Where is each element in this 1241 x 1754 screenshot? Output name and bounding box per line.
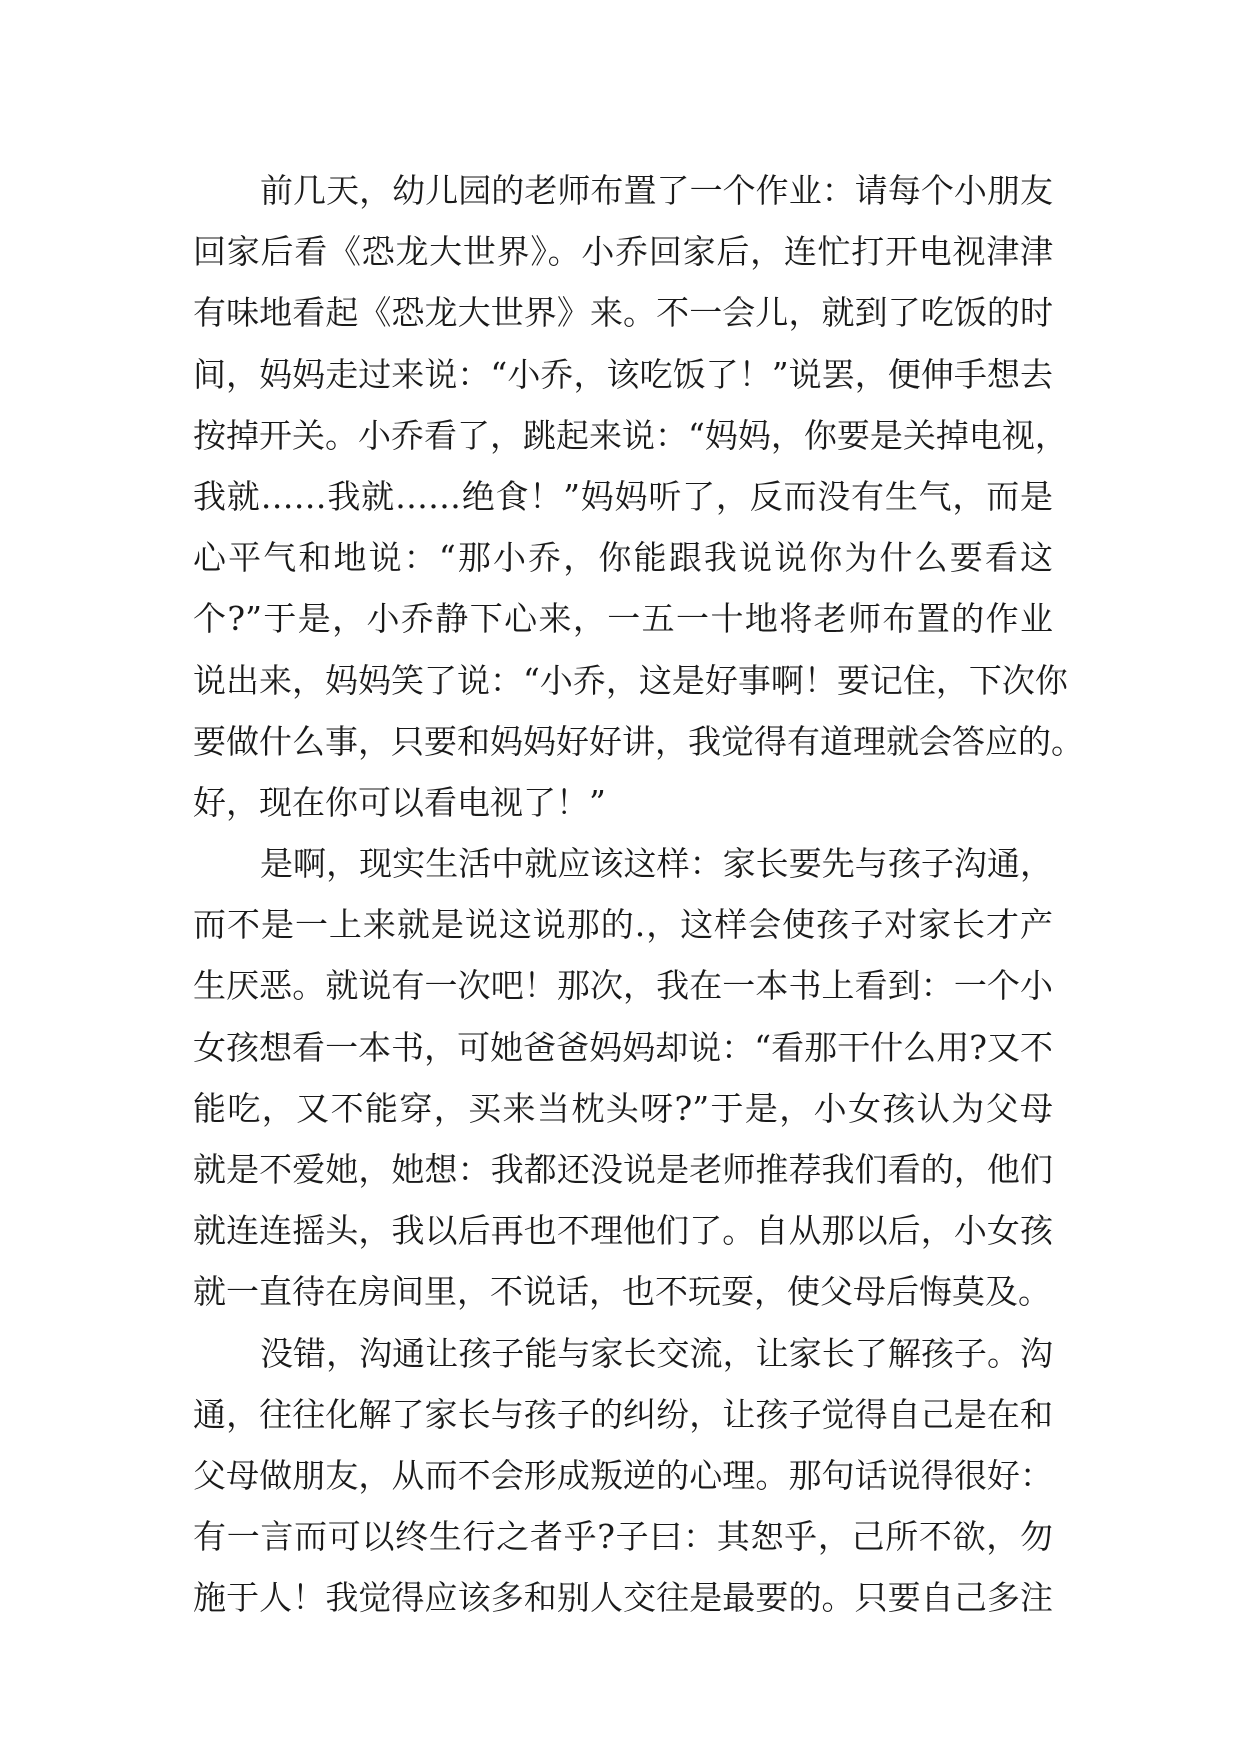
paragraph-2-line-5: 能吃，又不能穿，买来当枕头呀?”于是，小女孩认为父母 bbox=[193, 1088, 1053, 1128]
paragraph-2-line-7: 就连连摇头，我以后再也不理他们了。自从那以后，小女孩 bbox=[193, 1211, 1053, 1251]
paragraph-3-line-5: 施于人！我觉得应该多和别人交往是最要的。只要自己多注 bbox=[193, 1578, 1053, 1618]
paragraph-1-line-10: 要做什么事，只要和妈妈好好讲，我觉得有道理就会答应的。 bbox=[193, 721, 1084, 761]
paragraph-1-line-6: 我就……我就……绝食！”妈妈听了，反而没有生气，而是 bbox=[193, 476, 1053, 516]
paragraph-3-line-1: 没错，沟通让孩子能与家长交流，让家长了解孩子。沟 bbox=[260, 1333, 1053, 1373]
document-body bbox=[193, 160, 1084, 1629]
paragraph-1-line-11: 好，现在你可以看电视了！” bbox=[193, 782, 606, 822]
paragraph-2-line-2: 而不是一上来就是说这说那的.，这样会使孩子对家长才产 bbox=[193, 905, 1053, 945]
paragraph-1-line-3: 有味地看起《恐龙大世界》来。不一会儿，就到了吃饭的时 bbox=[193, 293, 1053, 333]
paragraph-3-line-3: 父母做朋友，从而不会形成叛逆的心理。那句话说得很好： bbox=[193, 1455, 1053, 1495]
paragraph-1-line-8: 个?”于是，小乔静下心来，一五一十地将老师布置的作业 bbox=[193, 599, 1053, 639]
paragraph-1-line-4: 间，妈妈走过来说：“小乔，该吃饭了！”说罢，便伸手想去 bbox=[193, 354, 1053, 394]
paragraph-3-line-2: 通，往往化解了家长与孩子的纠纷，让孩子觉得自己是在和 bbox=[193, 1394, 1053, 1434]
paragraph-2-line-6: 就是不爱她，她想：我都还没说是老师推荐我们看的，他们 bbox=[193, 1150, 1053, 1189]
paragraph-2-line-3: 生厌恶。就说有一次吧！那次，我在一本书上看到：一个小 bbox=[193, 966, 1053, 1006]
paragraph-1-line-7: 心平气和地说：“那小乔，你能跟我说说你为什么要看这 bbox=[193, 538, 1053, 578]
paragraph-3-line-4: 有一言而可以终生行之者乎?子曰：其恕乎，己所不欲，勿 bbox=[193, 1517, 1053, 1557]
paragraph-1-line-2: 回家后看《恐龙大世界》。小乔回家后，连忙打开电视津津 bbox=[193, 232, 1053, 272]
paragraph-2-line-1: 是啊，现实生活中就应该这样：家长要先与孩子沟通， bbox=[260, 844, 1053, 884]
paragraph-2-line-4: 女孩想看一本书，可她爸爸妈妈却说：“看那干什么用?又不 bbox=[193, 1027, 1053, 1067]
paragraph-2-line-8: 就一直待在房间里，不说话，也不玩耍，使父母后悔莫及。 bbox=[193, 1272, 1051, 1312]
paragraph-1-line-1: 前几天，幼儿园的老师布置了一个作业：请每个小朋友 bbox=[260, 171, 1053, 210]
paragraph-1-line-5: 按掉开关。小乔看了，跳起来说：“妈妈，你要是关掉电视， bbox=[193, 415, 1068, 455]
paragraph-1-line-9: 说出来，妈妈笑了说：“小乔，这是好事啊！要记住，下次你 bbox=[193, 660, 1068, 700]
